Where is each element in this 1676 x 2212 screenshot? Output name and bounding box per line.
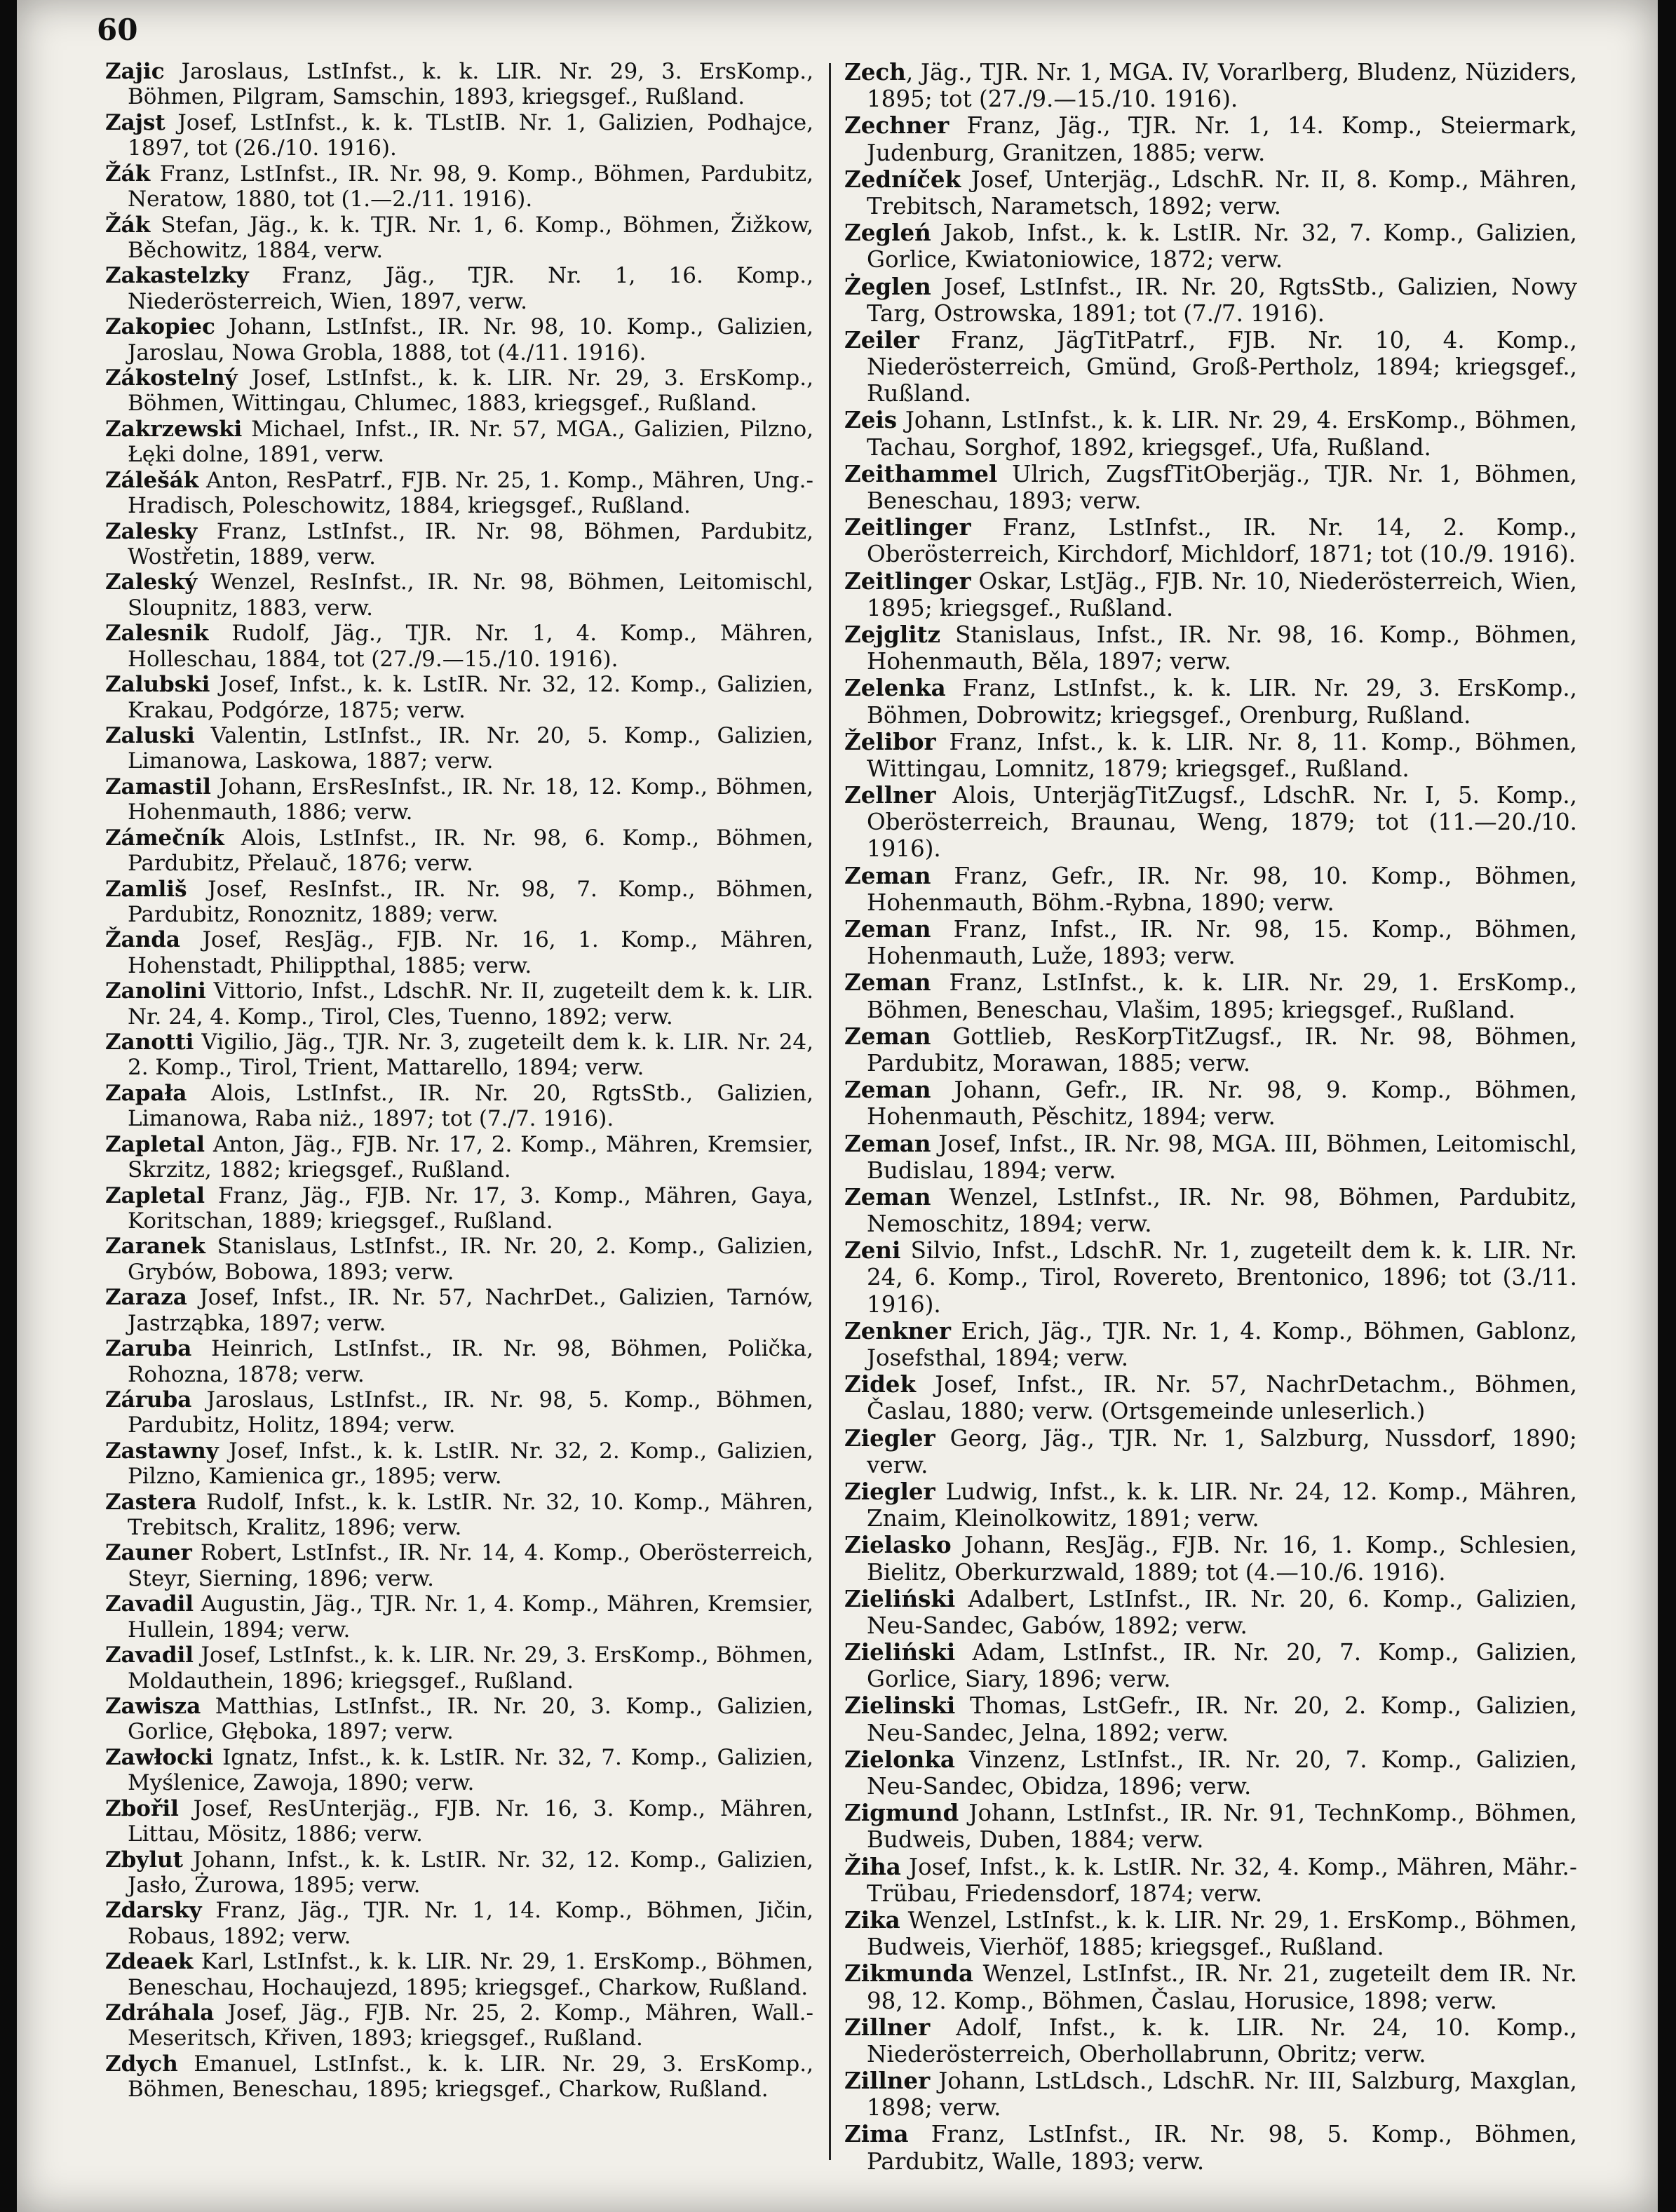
entry-surname: Zakrzewski: [105, 416, 243, 442]
entry-details: Johann, LstInfst., k. k. LIR. Nr. 29, 4. ErsKomp., Böhmen, Tachau, Sorghof, 1892, kriegsgef., Ufa, Rußland.: [867, 407, 1577, 461]
entry-surname: Zapała: [105, 1080, 187, 1106]
entry-surname: Zámečník: [105, 825, 224, 851]
casualty-entry: [844, 59, 1577, 112]
entry-details: Rudolf, Jäg., TJR. Nr. 1, 4. Komp., Mähren, Holleschau, 1884, tot (27./9.—15./10. 1916).: [128, 621, 813, 672]
entry-surname: Zeman: [844, 1182, 931, 1210]
casualty-entry: [844, 1237, 1577, 1318]
casualty-entry: [105, 1438, 813, 1490]
casualty-entry: [844, 621, 1577, 675]
casualty-entry: [105, 1898, 813, 1949]
casualty-entry: [844, 407, 1577, 460]
entry-surname: Zeman: [844, 915, 931, 943]
entry-surname: Zelenka: [844, 674, 946, 702]
casualty-entry: [844, 1371, 1577, 1424]
entry-surname: Zeithammel: [844, 459, 998, 487]
entry-surname: Želibor: [844, 727, 936, 755]
entry-details: Franz, JägTitPatrf., FJB. Nr. 10, 4. Komp., Niederösterreich, Gmünd, Groß-Pertholz, 1894; kriegsgef., Rußland.: [867, 326, 1577, 407]
casualty-entry: [844, 461, 1577, 514]
entry-details: Wenzel, LstInfst., IR. Nr. 98, Böhmen, Pardubitz, Nemoschitz, 1894; verw.: [867, 1183, 1577, 1238]
casualty-entry: [105, 1694, 813, 1745]
entry-details: Jaroslaus, LstInfst., k. k. LIR. Nr. 29, 3. ErsKomp., Böhmen, Pilgram, Samschin, 1893, kriegsgef., Rußland.: [128, 59, 813, 110]
entry-surname: Zeman: [844, 1022, 931, 1050]
casualty-entry: [844, 2068, 1577, 2121]
casualty-entry: [844, 2014, 1577, 2068]
casualty-entry: [844, 220, 1577, 273]
entry-surname: Zákostelný: [105, 365, 238, 391]
casualty-entry: [844, 2121, 1577, 2174]
casualty-entry: [105, 672, 813, 723]
entry-surname: Zaranek: [105, 1234, 205, 1260]
entry-surname: Žák: [105, 161, 151, 187]
entry-surname: Zika: [844, 1906, 900, 1934]
casualty-entry: [105, 1643, 813, 1694]
entry-surname: Zeiler: [844, 325, 919, 353]
entry-details: Ignatz, Infst., k. k. LstIR. Nr. 32, 7. Komp., Galizien, Myślenice, Zawoja, 1890; verw.: [128, 1744, 813, 1796]
entry-surname: Zawłocki: [105, 1744, 214, 1770]
entry-surname: Zielonka: [844, 1745, 955, 1773]
casualty-entry: [105, 1030, 813, 1081]
casualty-entry: [105, 1796, 813, 1847]
left-column: [105, 59, 813, 2103]
entry-surname: Zielinski: [844, 1692, 956, 1720]
entry-surname: Zdarsky: [105, 1898, 202, 1924]
casualty-entry: [105, 1081, 813, 1132]
entry-surname: Žiha: [844, 1852, 901, 1880]
casualty-entry: [844, 1425, 1577, 1478]
entry-surname: Zeman: [844, 969, 931, 997]
entry-details: Franz, Gefr., IR. Nr. 98, 10. Komp., Böhmen, Hohenmauth, Böhm.-Rybna, 1890; verw.: [867, 862, 1577, 916]
entry-surname: Zieliński: [844, 1584, 956, 1612]
entry-surname: Zigmund: [844, 1799, 959, 1827]
entry-details: Matthias, LstInfst., IR. Nr. 20, 3. Komp., Galizien, Gorlice, Głęboka, 1897; verw.: [128, 1694, 813, 1745]
casualty-entry: [844, 675, 1577, 728]
entry-surname: Žanda: [105, 927, 181, 953]
entry-surname: Zdych: [105, 2051, 178, 2077]
entry-surname: Zalesky: [105, 518, 198, 544]
entry-surname: Zdeaek: [105, 1949, 194, 1975]
page-number: 60: [97, 13, 138, 47]
entry-details: Ludwig, Infst., k. k. LIR. Nr. 24, 12. Komp., Mähren, Znaim, Kleinolkowitz, 1891; verw.: [867, 1478, 1577, 1532]
casualty-entry: [105, 1387, 813, 1438]
entry-details: Alois, LstInfst., IR. Nr. 98, 6. Komp., Böhmen, Pardubitz, Přelauč, 1876; verw.: [128, 825, 813, 877]
casualty-entry: [105, 314, 813, 365]
entry-surname: Zaraza: [105, 1285, 187, 1311]
entry-details: Johann, ResJäg., FJB. Nr. 16, 1. Komp., Schlesien, Bielitz, Oberkurzwald, 1889; tot (4.—10./6. 1916).: [867, 1532, 1577, 1586]
entry-surname: Zeni: [844, 1236, 901, 1265]
casualty-entry: [105, 927, 813, 978]
casualty-entry: [105, 1183, 813, 1234]
entry-details: Josef, LstInfst., IR. Nr. 20, RgtsStb., Galizien, Nowy Targ, Ostrowska, 1891; tot (7./7. 1916).: [867, 273, 1577, 327]
entry-details: Josef, LstInfst., k. k. TLstIB. Nr. 1, Galizien, Podhajce, 1897, tot (26./10. 1916).: [128, 109, 813, 161]
entry-details: Josef, Infst., k. k. LstIR. Nr. 32, 2. Komp., Galizien, Pilzno, Kamienica gr., 1895; verw.: [128, 1438, 813, 1490]
entry-surname: Zielasko: [844, 1531, 952, 1559]
entry-surname: Zechner: [844, 112, 949, 140]
casualty-entry: [105, 2000, 813, 2051]
casualty-entry: [105, 825, 813, 877]
entry-surname: Zastera: [105, 1489, 197, 1515]
entry-details: Vittorio, Infst., LdschR. Nr. II, zugeteilt dem k. k. LIR. Nr. 24, 4. Komp., Tirol, Cles, Tuenno, 1892; verw.: [128, 978, 813, 1030]
casualty-entry: [844, 782, 1577, 863]
casualty-entry: [844, 1023, 1577, 1077]
casualty-entry: [105, 1234, 813, 1285]
casualty-entry: [105, 417, 813, 468]
scanned-page: [17, 0, 1658, 2212]
entry-details: Anton, Jäg., FJB. Nr. 17, 2. Komp., Mähren, Kremsier, Skrzitz, 1882; kriegsgef., Rußland.: [128, 1131, 813, 1183]
casualty-entry: [844, 112, 1577, 166]
entry-details: Alois, UnterjägTitZugsf., LdschR. Nr. I, 5. Komp., Oberösterreich, Braunau, Weng, 1879; tot (11.—20./10. 1916).: [867, 782, 1577, 863]
entry-surname: Zdráhala: [105, 2000, 215, 2026]
column-divider: [829, 63, 831, 2160]
casualty-entry: [105, 1336, 813, 1387]
entry-details: Josef, Infst., IR. Nr. 57, NachrDet., Galizien, Tarnów, Jastrząbka, 1897; verw.: [128, 1285, 813, 1336]
entry-details: Silvio, Infst., LdschR. Nr. 1, zugeteilt dem k. k. LIR. Nr. 24, 6. Komp., Tirol, Rovereto, Brentonico, 1896; tot (3./11. 1916).: [867, 1237, 1577, 1318]
entry-surname: Zedníček: [844, 165, 961, 193]
entry-details: Wenzel, ResInfst., IR. Nr. 98, Böhmen, Leitomischl, Sloupnitz, 1883, verw.: [128, 569, 813, 621]
entry-details: Valentin, LstInfst., IR. Nr. 20, 5. Komp., Galizien, Limanowa, Laskowa, 1887; verw.: [128, 722, 813, 774]
casualty-entry: [105, 1949, 813, 2000]
entry-surname: Zamastil: [105, 774, 211, 800]
casualty-entry: [105, 569, 813, 621]
casualty-entry: [105, 1540, 813, 1591]
entry-surname: Zegleń: [844, 219, 931, 247]
entry-surname: Zeitlinger: [844, 513, 971, 541]
entry-details: Johann, Gefr., IR. Nr. 98, 9. Komp., Böhmen, Hohenmauth, Pěschitz, 1894; verw.: [867, 1077, 1577, 1131]
casualty-entry: [105, 1745, 813, 1796]
entry-surname: Zavadil: [105, 1591, 194, 1617]
entry-details: Georg, Jäg., TJR. Nr. 1, Salzburg, Nussdorf, 1890; verw.: [867, 1424, 1577, 1478]
entry-surname: Zellner: [844, 781, 936, 809]
entry-details: Rudolf, Infst., k. k. LstIR. Nr. 32, 10. Komp., Mähren, Trebitsch, Kralitz, 1896; verw.: [128, 1489, 813, 1541]
casualty-entry: [105, 110, 813, 161]
casualty-entry: [844, 1586, 1577, 1639]
casualty-entry: [844, 1077, 1577, 1130]
entry-surname: Záruba: [105, 1387, 192, 1412]
entry-details: Wenzel, LstInfst., k. k. LIR. Nr. 29, 1. ErsKomp., Böhmen, Budweis, Vierhöf, 1885; kriegsgef., Rußland.: [867, 1906, 1577, 1961]
entry-details: Franz, Infst., IR. Nr. 98, 15. Komp., Böhmen, Hohenmauth, Luže, 1893; verw.: [867, 916, 1577, 970]
entry-surname: Żeglen: [844, 272, 931, 300]
entry-details: Thomas, LstGefr., IR. Nr. 20, 2. Komp., Galizien, Neu-Sandec, Jelna, 1892; verw.: [867, 1692, 1577, 1746]
entry-surname: Ziegler: [844, 1424, 935, 1452]
casualty-entry: [844, 863, 1577, 916]
casualty-entry: [105, 519, 813, 570]
entry-details: Franz, LstInfst., IR. Nr. 98, 9. Komp., Böhmen, Pardubitz, Neratow, 1880, tot (1.—2./11. 1916).: [128, 161, 813, 213]
casualty-entry: [105, 774, 813, 825]
entry-surname: Zieliński: [844, 1638, 956, 1666]
entry-details: Adolf, Infst., k. k. LIR. Nr. 24, 10. Komp., Niederösterreich, Oberhollabrunn, Obritz; verw.: [867, 2014, 1577, 2068]
entry-surname: Zapletal: [105, 1131, 205, 1157]
entry-details: Heinrich, LstInfst., IR. Nr. 98, Böhmen, Polička, Rohozna, 1878; verw.: [128, 1336, 813, 1387]
entry-details: Stanislaus, Infst., IR. Nr. 98, 16. Komp., Böhmen, Hohenmauth, Běla, 1897; verw.: [867, 621, 1577, 675]
casualty-entry: [105, 1591, 813, 1643]
casualty-entry: [844, 1478, 1577, 1532]
casualty-entry: [844, 729, 1577, 782]
entry-surname: Zidek: [844, 1370, 916, 1398]
casualty-entry: [105, 263, 813, 314]
entry-details: , Jäg., TJR. Nr. 1, MGA. IV, Vorarlberg, Bludenz, Nüziders, 1895; tot (27./9.—15./10. 1916).: [867, 59, 1577, 113]
casualty-entry: [844, 166, 1577, 220]
casualty-entry: [844, 1800, 1577, 1853]
entry-details: Josef, Jäg., FJB. Nr. 25, 2. Komp., Mähren, Wall.-Meseritsch, Křiven, 1893; kriegsgef., Rußland.: [128, 2000, 813, 2051]
entry-surname: Zakastelzky: [105, 263, 249, 289]
entry-details: Franz, LstInfst., IR. Nr. 98, Böhmen, Pardubitz, Wostřetin, 1889, verw.: [128, 518, 813, 570]
entry-surname: Zapletal: [105, 1182, 205, 1208]
casualty-entry: [844, 1639, 1577, 1692]
entry-details: Erich, Jäg., TJR. Nr. 1, 4. Komp., Böhmen, Gablonz, Josefsthal, 1894; verw.: [867, 1317, 1577, 1371]
casualty-entry: [105, 365, 813, 417]
entry-details: Johann, Infst., k. k. LstIR. Nr. 32, 12. Komp., Galizien, Jasło, Żurowa, 1895; verw.: [128, 1847, 813, 1898]
entry-details: Josef, Infst., k. k. LstIR. Nr. 32, 12. Komp., Galizien, Krakau, Podgórze, 1875; verw.: [128, 672, 813, 723]
entry-details: Josef, ResInfst., IR. Nr. 98, 7. Komp., Böhmen, Pardubitz, Ronoznitz, 1889; verw.: [128, 876, 813, 927]
entry-surname: Zejglitz: [844, 620, 941, 648]
entry-details: Stefan, Jäg., k. k. TJR. Nr. 1, 6. Komp., Böhmen, Žižkow, Běchowitz, 1884, verw.: [128, 212, 813, 263]
entry-surname: Zakopiec: [105, 314, 215, 340]
entry-surname: Zech: [844, 58, 906, 86]
casualty-entry: [844, 1854, 1577, 1907]
casualty-entry: [105, 213, 813, 264]
entry-details: Robert, LstInfst., IR. Nr. 14, 4. Komp., Oberösterreich, Steyr, Sierning, 1896; verw.: [128, 1540, 813, 1591]
entry-details: Johann, LstInfst., IR. Nr. 98, 10. Komp., Galizien, Jaroslau, Nowa Grobla, 1888, tot (4./11. 1916).: [128, 314, 813, 365]
entry-details: Franz, Jäg., FJB. Nr. 17, 3. Komp., Mähren, Gaya, Koritschan, 1889; kriegsgef., Rußland.: [128, 1182, 813, 1234]
entry-details: Josef, ResUnterjäg., FJB. Nr. 16, 3. Komp., Mähren, Littau, Mösitz, 1886; verw.: [128, 1795, 813, 1847]
entry-surname: Zeman: [844, 1129, 931, 1157]
entry-details: Augustin, Jäg., TJR. Nr. 1, 4. Komp., Mähren, Kremsier, Hullein, 1894; verw.: [128, 1591, 813, 1643]
entry-surname: Zanotti: [105, 1030, 194, 1056]
casualty-entry: [105, 1490, 813, 1541]
entry-surname: Zikmunda: [844, 1960, 974, 1988]
casualty-entry: [844, 327, 1577, 407]
entry-details: Franz, LstInfst., IR. Nr. 14, 2. Komp., Oberösterreich, Kirchdorf, Michldorf, 1871; tot (10./9. 1916).: [867, 514, 1577, 568]
casualty-entry: [844, 969, 1577, 1023]
entry-details: Emanuel, LstInfst., k. k. LIR. Nr. 29, 3. ErsKomp., Böhmen, Beneschau, 1895; kriegsgef., Charkow, Rußland.: [128, 2051, 813, 2103]
entry-details: Gottlieb, ResKorpTitZugsf., IR. Nr. 98, Böhmen, Pardubitz, Morawan, 1885; verw.: [867, 1023, 1577, 1077]
casualty-entry: [844, 1746, 1577, 1800]
entry-surname: Ziegler: [844, 1477, 935, 1505]
entry-details: Stanislaus, LstInfst., IR. Nr. 20, 2. Komp., Galizien, Grybów, Bobowa, 1893; verw.: [128, 1234, 813, 1285]
entry-surname: Zalubski: [105, 672, 210, 698]
casualty-entry: [105, 468, 813, 519]
casualty-entry: [105, 877, 813, 928]
entry-surname: Zeman: [844, 1076, 931, 1104]
casualty-entry: [105, 621, 813, 672]
entry-surname: Zauner: [105, 1540, 192, 1566]
entry-details: Jakob, Infst., k. k. LstIR. Nr. 32, 7. Komp., Galizien, Gorlice, Kwiatoniowice, 1872; verw.: [867, 220, 1577, 274]
entry-details: Josef, Unterjäg., LdschR. Nr. II, 8. Komp., Mähren, Trebitsch, Narametsch, 1892; verw.: [867, 166, 1577, 220]
casualty-entry: [844, 274, 1577, 327]
entry-details: Adalbert, LstInfst., IR. Nr. 20, 6. Komp., Galizien, Neu-Sandec, Gabów, 1892; verw.: [867, 1585, 1577, 1639]
entry-surname: Zaluski: [105, 722, 195, 748]
casualty-entry: [105, 59, 813, 110]
entry-details: Franz, Jäg., TJR. Nr. 1, 16. Komp., Niederösterreich, Wien, 1897, verw.: [128, 263, 813, 314]
entry-surname: Zaleský: [105, 569, 198, 595]
casualty-entry: [844, 1960, 1577, 2014]
entry-surname: Zeman: [844, 861, 931, 889]
entry-details: Johann, LstLdsch., LdschR. Nr. III, Salzburg, Maxglan, 1898; verw.: [867, 2068, 1577, 2122]
casualty-entry: [105, 978, 813, 1030]
casualty-entry: [844, 916, 1577, 969]
casualty-entry: [844, 568, 1577, 621]
entry-surname: Zajic: [105, 59, 165, 84]
right-column: [844, 59, 1577, 2175]
entry-details: Josef, LstInfst., k. k. LIR. Nr. 29, 3. ErsKomp., Böhmen, Moldauthein, 1896; kriegsgef., Rußland.: [128, 1643, 813, 1694]
entry-details: Franz, LstInfst., k. k. LIR. Nr. 29, 1. ErsKomp., Böhmen, Beneschau, Vlašim, 1895; kriegsgef., Rußland.: [867, 969, 1577, 1023]
casualty-entry: [844, 514, 1577, 567]
casualty-entry: [844, 1318, 1577, 1371]
casualty-entry: [844, 1532, 1577, 1585]
entry-details: Johann, LstInfst., IR. Nr. 91, TechnKomp., Böhmen, Budweis, Duben, 1884; verw.: [867, 1800, 1577, 1854]
entry-surname: Zbylut: [105, 1847, 183, 1873]
entry-details: Josef, Infst., IR. Nr. 98, MGA. III, Böhmen, Leitomischl, Budislau, 1894; verw.: [867, 1130, 1577, 1184]
entry-details: Alois, LstInfst., IR. Nr. 20, RgtsStb., Galizien, Limanowa, Raba niż., 1897; tot (7./7. 1916).: [128, 1080, 813, 1132]
entry-surname: Zenkner: [844, 1316, 951, 1344]
entry-details: Josef, ResJäg., FJB. Nr. 16, 1. Komp., Mähren, Hohenstadt, Philippthal, 1885; verw.: [128, 927, 813, 978]
entry-surname: Zeitlinger: [844, 567, 971, 595]
casualty-entry: [844, 1131, 1577, 1184]
entry-details: Johann, ErsResInfst., IR. Nr. 18, 12. Komp., Böhmen, Hohenmauth, 1886; verw.: [128, 774, 813, 825]
entry-surname: Zalesnik: [105, 621, 209, 647]
entry-surname: Zajst: [105, 109, 165, 135]
entry-surname: Zaruba: [105, 1336, 192, 1362]
entry-details: Karl, LstInfst., k. k. LIR. Nr. 29, 1. ErsKomp., Böhmen, Beneschau, Hochaujezd, 1895; kriegsgef., Charkow, Rußland.: [128, 1949, 813, 2000]
entry-details: Franz, LstInfst., IR. Nr. 98, 5. Komp., Böhmen, Pardubitz, Walle, 1893; verw.: [867, 2121, 1577, 2175]
casualty-entry: [844, 1692, 1577, 1746]
entry-surname: Zillner: [844, 2013, 931, 2041]
casualty-entry: [105, 2051, 813, 2103]
casualty-entry: [844, 1907, 1577, 1960]
casualty-entry: [105, 1132, 813, 1183]
entry-surname: Zavadil: [105, 1643, 194, 1668]
entry-details: Vigilio, Jäg., TJR. Nr. 3, zugeteilt dem k. k. LIR. Nr. 24, 2. Komp., Tirol, Trient, Mattarello, 1894; verw.: [128, 1030, 813, 1081]
entry-details: Franz, LstInfst., k. k. LIR. Nr. 29, 3. ErsKomp., Böhmen, Dobrowitz; kriegsgef., Orenburg, Rußland.: [867, 675, 1577, 729]
entry-surname: Zbořil: [105, 1795, 179, 1821]
entry-surname: Zima: [844, 2120, 909, 2148]
casualty-entry: [105, 1285, 813, 1336]
entry-details: Josef, LstInfst., k. k. LIR. Nr. 29, 3. ErsKomp., Böhmen, Wittingau, Chlumec, 1883, kriegsgef., Rußland.: [128, 365, 813, 417]
entry-details: Adam, LstInfst., IR. Nr. 20, 7. Komp., Galizien, Gorlice, Siary, 1896; verw.: [867, 1639, 1577, 1693]
entry-details: Ulrich, ZugsfTitOberjäg., TJR. Nr. 1, Böhmen, Beneschau, 1893; verw.: [867, 460, 1577, 514]
casualty-entry: [844, 1184, 1577, 1237]
casualty-entry: [105, 161, 813, 213]
entry-details: Franz, Jäg., TJR. Nr. 1, 14. Komp., Steiermark, Judenburg, Granitzen, 1885; verw.: [867, 112, 1577, 166]
entry-surname: Zawisza: [105, 1694, 201, 1719]
entry-details: Josef, Infst., IR. Nr. 57, NachrDetachm., Böhmen, Časlau, 1880; verw. (Ortsgemeinde unleserlich.): [867, 1371, 1577, 1425]
entry-surname: Zálešák: [105, 467, 199, 493]
entry-details: Franz, Infst., k. k. LIR. Nr. 8, 11. Komp., Böhmen, Wittingau, Lomnitz, 1879; kriegsgef., Rußland.: [867, 728, 1577, 782]
entry-surname: Zanolini: [105, 978, 206, 1004]
entry-details: Michael, Infst., IR. Nr. 57, MGA., Galizien, Pilzno, Łęki dolne, 1891, verw.: [128, 416, 813, 468]
entry-details: Oskar, LstJäg., FJB. Nr. 10, Niederösterreich, Wien, 1895; kriegsgef., Rußland.: [867, 567, 1577, 621]
entry-surname: Zeis: [844, 406, 898, 434]
entry-details: Josef, Infst., k. k. LstIR. Nr. 32, 4. Komp., Mähren, Mähr.-Trübau, Friedensdorf, 1874; verw.: [867, 1853, 1577, 1907]
entry-details: Franz, Jäg., TJR. Nr. 1, 14. Komp., Böhmen, Jičin, Robaus, 1892; verw.: [128, 1898, 813, 1949]
entry-details: Jaroslaus, LstInfst., IR. Nr. 98, 5. Komp., Böhmen, Pardubitz, Holitz, 1894; verw.: [128, 1387, 813, 1438]
entry-surname: Zamliš: [105, 876, 187, 902]
entry-surname: Zastawny: [105, 1438, 219, 1464]
entry-details: Wenzel, LstInfst., IR. Nr. 21, zugeteilt dem IR. Nr. 98, 12. Komp., Böhmen, Časlau, Horusice, 1898; verw.: [867, 1960, 1577, 2014]
casualty-entry: [105, 723, 813, 774]
entry-surname: Zillner: [844, 2067, 931, 2095]
entry-surname: Žák: [105, 212, 151, 238]
entry-details: Vinzenz, LstInfst., IR. Nr. 20, 7. Komp., Galizien, Neu-Sandec, Obidza, 1896; verw.: [867, 1746, 1577, 1800]
entry-details: Anton, ResPatrf., FJB. Nr. 25, 1. Komp., Mähren, Ung.-Hradisch, Poleschowitz, 1884, kriegsgef., Rußland.: [128, 467, 813, 519]
casualty-entry: [105, 1847, 813, 1899]
